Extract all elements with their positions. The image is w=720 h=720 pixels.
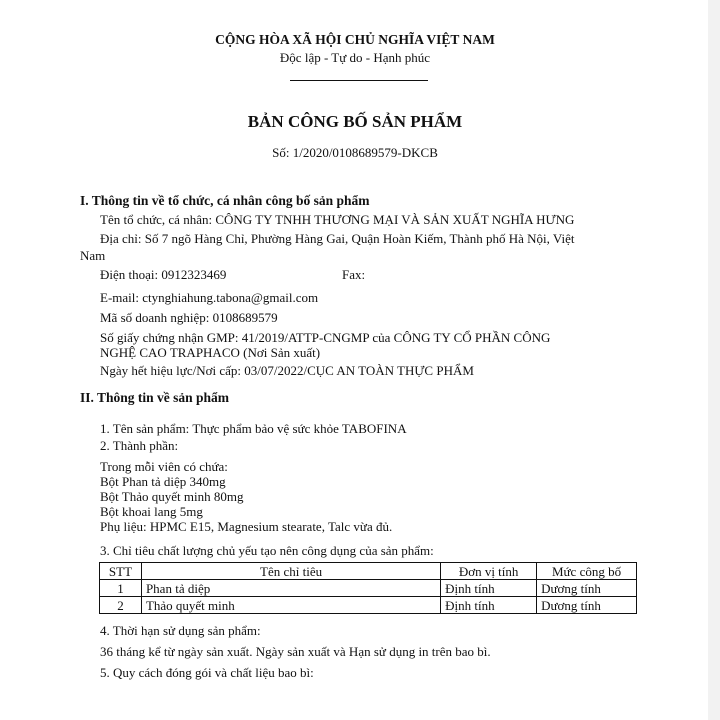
gmp-line-1: Số giấy chứng nhận GMP: 41/2019/ATTP-CNGMP của CÔNG TY CỔ PHẦN CÔNG — [100, 330, 551, 345]
table-header-row — [100, 563, 637, 580]
header-divider — [290, 80, 428, 81]
quality-table — [99, 562, 637, 614]
quality-label: 3. Chỉ tiêu chất lượng chủ yếu tạo nên công dụng của sản phẩm: — [100, 543, 434, 558]
national-header: CỘNG HÒA XÃ HỘI CHỦ NGHĨA VIỆT NAM — [215, 32, 495, 47]
table-row — [100, 597, 637, 614]
page-edge — [708, 0, 720, 720]
certificate-expiry: Ngày hết hiệu lực/Nơi cấp: 03/07/2022/CỤC AN TOÀN THỰC PHẨM — [100, 363, 474, 378]
phone: Điện thoại: 0912323469 — [100, 267, 227, 282]
org-name: Tên tổ chức, cá nhân: CÔNG TY TNHH THƯƠNG MẠI VÀ SẢN XUẤT NGHĨA HƯNG — [100, 212, 575, 227]
table-row — [100, 580, 637, 597]
email: E-mail: ctynghiahung.tabona@gmail.com — [100, 290, 319, 305]
document-title: BẢN CÔNG BỐ SẢN PHẨM — [247, 112, 463, 131]
section-2-heading: II. Thông tin về sản phẩm — [80, 390, 230, 405]
gmp-line-2: NGHỆ CAO TRAPHACO (Nơi Sản xuất) — [100, 345, 321, 360]
cell-unit: Định tính — [441, 580, 537, 597]
cell-name: Thảo quyết minh — [141, 597, 440, 614]
tax-code: Mã số doanh nghiệp: 0108689579 — [100, 310, 278, 325]
cell-name: Phan tả diệp — [141, 580, 440, 597]
cell-stt: 1 — [100, 580, 142, 597]
ingredients-label: 2. Thành phần: — [100, 438, 179, 453]
header-level: Mức công bố — [537, 563, 637, 580]
excipients: Phụ liệu: HPMC E15, Magnesium stearate, Talc vừa đủ. — [100, 519, 393, 534]
header-stt: STT — [100, 563, 142, 580]
shelf-life-label: 4. Thời hạn sử dụng sản phẩm: — [100, 623, 261, 638]
cell-level: Dương tính — [537, 580, 637, 597]
header-name: Tên chỉ tiêu — [141, 563, 440, 580]
packaging-label: 5. Quy cách đóng gói và chất liệu bao bì: — [100, 665, 314, 680]
national-motto: Độc lập - Tự do - Hạnh phúc — [279, 50, 431, 65]
document-number: Số: 1/2020/0108689579-DKCB — [272, 145, 438, 160]
ingredient-item: Bột Thảo quyết minh 80mg — [100, 489, 244, 504]
address-line-1: Địa chỉ: Số 7 ngõ Hàng Chỉ, Phường Hàng Gai, Quận Hoàn Kiếm, Thành phố Hà Nội, Việt — [100, 231, 575, 246]
fax: Fax: — [342, 267, 366, 282]
cell-stt: 2 — [100, 597, 142, 614]
section-1-heading: I. Thông tin về tổ chức, cá nhân công bố sản phẩm — [80, 193, 370, 208]
address-line-2: Nam — [80, 248, 106, 263]
ingredient-item: Bột Phan tả diệp 340mg — [100, 474, 226, 489]
header-unit: Đơn vị tính — [441, 563, 537, 580]
shelf-life-text: 36 tháng kể từ ngày sản xuất. Ngày sản xuất và Hạn sử dụng in trên bao bì. — [100, 644, 491, 659]
cell-level: Dương tính — [537, 597, 637, 614]
ingredients-intro: Trong mỗi viên có chứa: — [100, 459, 228, 474]
ingredient-item: Bột khoai lang 5mg — [100, 504, 203, 519]
product-name: 1. Tên sản phẩm: Thực phẩm bảo vệ sức khỏe TABOFINA — [100, 421, 407, 436]
cell-unit: Định tính — [441, 597, 537, 614]
